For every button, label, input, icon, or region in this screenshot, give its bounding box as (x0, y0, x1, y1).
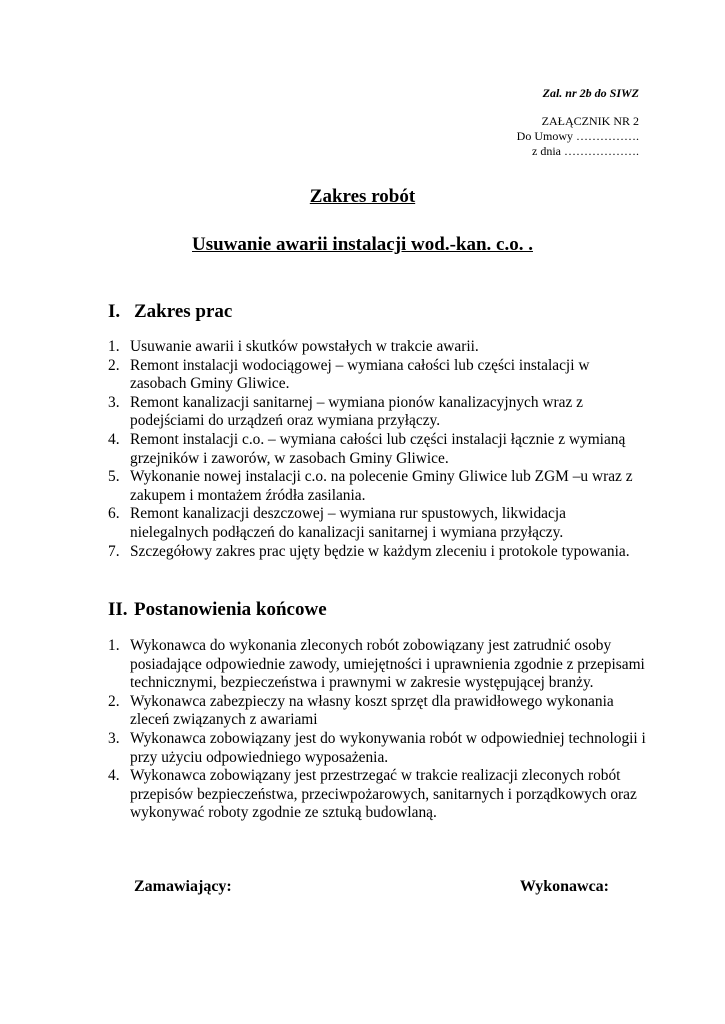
list-item (108, 431, 648, 468)
section-number: II. (108, 599, 128, 620)
section-title: Postanowienia końcowe (134, 599, 327, 620)
list-item (108, 338, 648, 357)
item-number: 4. (108, 430, 120, 448)
list-item (108, 693, 648, 730)
item-number: 3. (108, 393, 120, 411)
annex-label: ZAŁĄCZNIK NR 2 (541, 114, 639, 128)
item-number: 6. (108, 505, 120, 523)
list-item (108, 505, 648, 542)
list-item (108, 543, 648, 562)
item-number: 2. (108, 692, 120, 710)
item-text: Wykonawca zabezpieczy na własny koszt sprzęt dla prawidłowego wykonania zleceń związanych z awariami (130, 692, 614, 729)
item-text: Remont instalacji c.o. – wymiana całości lub części instalacji łącznie z wymianą grzejników i zaworów, w zasobach Gminy Gliwice. (130, 430, 626, 467)
list-item (108, 394, 648, 431)
item-number: 5. (108, 468, 120, 486)
item-number: 1. (108, 637, 120, 654)
date-line: z dnia ………………. (532, 144, 639, 158)
item-number: 1. (108, 338, 120, 355)
section-heading-final-provisions (108, 599, 327, 621)
attachment-reference: Zal. nr 2b do SIWZ (542, 86, 639, 100)
signature-client: Zamawiający: (134, 878, 232, 895)
item-text: Wykonawca zobowiązany jest do wykonywania robót w odpowiedniej technologii i przy użyciu odpowiedniego wyposażenia. (130, 729, 646, 766)
document-title: Zakres robót (309, 186, 416, 207)
item-text: Wykonawca do wykonania zleconych robót zobowiązany jest zatrudnić osoby posiadające odpowiednie zawody, umiejętności i uprawnienia zgodnie z przepisami technicznymi, bezpieczeństwa i prawnymi w zakresie występującej branży. (130, 637, 645, 692)
section-number: I. (108, 301, 121, 322)
signature-contractor: Wykonawca: (519, 878, 609, 895)
list-item (108, 468, 648, 505)
section-heading-scope (108, 301, 232, 323)
document-subtitle: Usuwanie awarii instalacji wod.-kan. c.o. . (192, 234, 533, 255)
item-number: 4. (108, 767, 120, 785)
provisions-list (108, 637, 648, 823)
item-text: Wykonawca zobowiązany jest przestrzegać w trakcie realizacji zleconych robót przepisów bezpieczeństwa, przeciwpożarowych, sanitarnych i porządkowych oraz wykonywać roboty zgodnie ze sztuką budowlaną. (130, 767, 637, 822)
item-number: 2. (108, 356, 120, 374)
item-text: Remont kanalizacji deszczowej – wymiana rur spustowych, likwidacja nielegalnych podłączeń do kanalizacji sanitarnej i wymiana przyłączy. (130, 505, 566, 541)
item-text: Usuwanie awarii i skutków powstałych w trakcie awarii. (130, 338, 479, 355)
item-number: 7. (108, 542, 120, 560)
item-text: Remont instalacji wodociągowej – wymiana całości lub części instalacji w zasobach Gminy Gliwice. (130, 356, 590, 393)
list-item (108, 357, 648, 394)
list-item (108, 767, 648, 823)
list-item (108, 637, 648, 693)
list-item (108, 730, 648, 767)
contract-line: Do Umowy ……………. (516, 129, 639, 143)
item-text: Szczegółowy zakres prac ujęty będzie w każdym zleceniu i protokole typowania. (130, 542, 630, 560)
item-text: Remont kanalizacji sanitarnej – wymiana pionów kanalizacyjnych wraz z podejściami do urządzeń oraz wymiana przyłączy. (130, 393, 583, 430)
annex-block (517, 114, 639, 159)
scope-list (108, 338, 648, 561)
item-text: Wykonanie nowej instalacji c.o. na polecenie Gminy Gliwice lub ZGM –u wraz z zakupem i montażem źródła zasilania. (130, 468, 633, 504)
section-title: Zakres prac (134, 301, 233, 322)
item-number: 3. (108, 729, 120, 747)
